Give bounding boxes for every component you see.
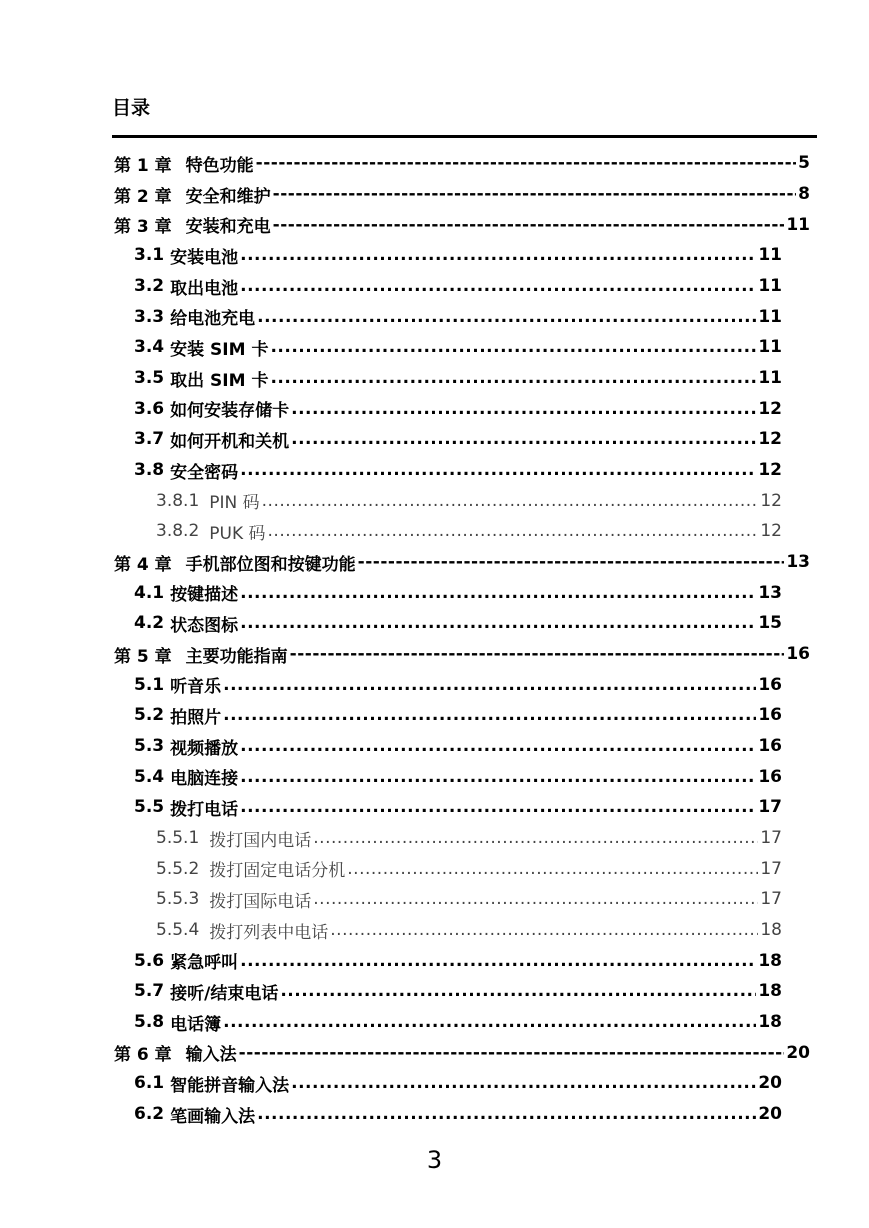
toc-entry-number: 3.8 (134, 460, 165, 481)
dot-leader (313, 828, 758, 848)
toc-entry[interactable] (0, 915, 782, 946)
toc-entry-title: 安装电池 (170, 247, 239, 268)
toc-entry-page: 11 (758, 245, 782, 266)
toc-entry-number: 5.8 (134, 1012, 165, 1033)
dot-leader (257, 307, 756, 327)
toc-entry[interactable] (0, 424, 782, 455)
toc-entry-title: 接听/结束电话 (170, 983, 279, 1004)
toc-entry[interactable] (0, 209, 810, 240)
toc-entry-title: PUK 码 (209, 523, 266, 544)
toc-entry-number: 第 6 章 (114, 1045, 172, 1066)
toc-entry-page: 15 (758, 613, 782, 634)
dot-leader (268, 521, 759, 541)
dot-leader (290, 644, 785, 664)
dot-leader (358, 552, 785, 572)
toc-entry-number: 5.6 (134, 950, 165, 971)
toc-entry[interactable] (0, 393, 782, 424)
toc-entry-number: 5.5.4 (156, 920, 200, 941)
dot-leader (291, 399, 756, 419)
toc-entry[interactable] (0, 884, 782, 915)
toc-entry-number: 第 4 章 (114, 554, 172, 575)
dot-leader (223, 1012, 756, 1032)
toc-entry-number: 3.4 (134, 337, 165, 358)
toc-entry-page: 20 (786, 1042, 810, 1063)
toc-entry-number: 6.2 (134, 1104, 165, 1125)
toc-entry-number: 3.5 (134, 368, 165, 389)
toc-entry-title: 听音乐 (170, 677, 222, 698)
toc-entry-title: 紧急呼叫 (170, 953, 239, 974)
toc-entry[interactable] (0, 148, 810, 179)
toc-entry-title: 智能拼音输入法 (170, 1075, 290, 1096)
dot-leader (291, 429, 756, 449)
toc-entry-title: 主要功能指南 (185, 646, 288, 667)
toc-entry-page: 18 (758, 950, 782, 971)
toc-entry-number: 5.5 (134, 797, 165, 818)
toc-entry-number: 3.2 (134, 276, 165, 297)
toc-entry-page: 16 (786, 644, 810, 665)
dot-leader (257, 1104, 756, 1124)
toc-entry-title: 拨打国际电话 (209, 891, 312, 912)
toc-entry-page: 12 (760, 521, 782, 542)
toc-entry-number: 3.6 (134, 398, 165, 419)
toc-entry[interactable] (0, 455, 782, 486)
toc-entry-page: 17 (760, 828, 782, 849)
toc-entry-number: 5.7 (134, 981, 165, 1002)
toc-entry-title: 电话簿 (170, 1014, 222, 1035)
toc-entry-number: 5.3 (134, 736, 165, 757)
toc-entry[interactable] (0, 1037, 810, 1068)
toc-entry-number: 第 5 章 (114, 646, 172, 667)
toc-entry-page: 12 (758, 398, 782, 419)
toc-entry-page: 12 (758, 429, 782, 450)
dot-leader (240, 245, 756, 265)
toc-entry-number: 3.3 (134, 306, 165, 327)
toc-entry[interactable] (0, 577, 782, 608)
toc-entry[interactable] (0, 301, 782, 332)
toc-entry-number: 6.1 (134, 1073, 165, 1094)
dot-leader (330, 920, 758, 940)
toc-entry-page: 11 (758, 368, 782, 389)
toc-entry-number: 3.8.1 (156, 490, 200, 511)
dot-leader (273, 215, 785, 235)
toc-entry[interactable] (0, 945, 782, 976)
toc-entry[interactable] (0, 1099, 782, 1130)
toc-entry[interactable] (0, 1068, 782, 1099)
toc-entry[interactable] (0, 363, 782, 394)
toc-entry-title: 笔画输入法 (170, 1106, 256, 1127)
toc-entry-number: 5.5.1 (156, 828, 200, 849)
toc-entry-title: 安全密码 (170, 462, 239, 483)
toc-entry[interactable] (0, 608, 782, 639)
heading-rule (112, 135, 817, 138)
toc-entry-page: 17 (760, 889, 782, 910)
toc-entry-number: 5.5.3 (156, 889, 200, 910)
dot-leader (240, 583, 756, 603)
toc-heading: 目录 (112, 97, 151, 119)
toc-entry-number: 第 3 章 (114, 217, 172, 238)
dot-leader (240, 951, 756, 971)
toc-entry-page: 11 (786, 214, 810, 235)
toc-list (0, 148, 869, 1130)
toc-entry-page: 13 (758, 582, 782, 603)
toc-entry-number: 5.4 (134, 766, 165, 787)
toc-entry-title: 如何开机和关机 (170, 431, 290, 452)
toc-entry-title: 拍照片 (170, 707, 222, 728)
toc-entry-number: 4.2 (134, 613, 165, 634)
toc-entry-title: 状态图标 (170, 615, 239, 636)
toc-entry-title: 拨打固定电话分机 (209, 861, 346, 882)
toc-entry[interactable] (0, 823, 782, 854)
toc-entry-page: 11 (758, 276, 782, 297)
toc-entry[interactable] (0, 669, 782, 700)
dot-leader (240, 613, 756, 633)
dot-leader (270, 337, 756, 357)
toc-entry[interactable] (0, 271, 782, 302)
toc-entry-number: 5.2 (134, 705, 165, 726)
dot-leader (273, 184, 796, 204)
toc-entry-page: 18 (758, 1012, 782, 1033)
toc-entry-page: 17 (760, 858, 782, 879)
dot-leader (240, 276, 756, 296)
toc-entry-page: 12 (760, 490, 782, 511)
toc-entry[interactable] (0, 332, 782, 363)
toc-entry[interactable] (0, 240, 782, 271)
toc-entry-title: 取出 SIM 卡 (170, 370, 269, 391)
toc-entry[interactable] (0, 761, 782, 792)
dot-leader (239, 1043, 785, 1063)
dot-leader (240, 767, 756, 787)
toc-entry-page: 11 (758, 306, 782, 327)
toc-entry[interactable] (0, 516, 782, 547)
toc-entry-page: 18 (758, 981, 782, 1002)
toc-entry-page: 5 (798, 153, 810, 174)
dot-leader (256, 153, 796, 173)
dot-leader (240, 460, 756, 480)
toc-entry-page: 20 (758, 1104, 782, 1125)
toc-entry-title: 取出电池 (170, 278, 239, 299)
toc-entry-number: 第 2 章 (114, 186, 172, 207)
toc-entry[interactable] (0, 179, 810, 210)
dot-leader (347, 859, 758, 879)
toc-entry-page: 17 (758, 797, 782, 818)
toc-entry-page: 16 (758, 736, 782, 757)
toc-entry-page: 12 (758, 460, 782, 481)
dot-leader (270, 368, 756, 388)
dot-leader (313, 889, 758, 909)
dot-leader (291, 1073, 756, 1093)
dot-leader (262, 491, 759, 511)
toc-entry-page: 20 (758, 1073, 782, 1094)
toc-entry[interactable] (0, 853, 782, 884)
toc-entry-title: 拨打电话 (170, 799, 239, 820)
toc-entry-page: 8 (798, 184, 810, 204)
toc-entry-number: 3.1 (134, 245, 165, 266)
toc-entry-title: 特色功能 (185, 155, 254, 176)
toc-entry[interactable] (0, 639, 810, 670)
toc-entry-number: 4.1 (134, 582, 165, 603)
toc-entry-title: 如何安装存储卡 (170, 401, 290, 422)
dot-leader (240, 736, 756, 756)
toc-entry[interactable] (0, 731, 782, 762)
toc-entry[interactable] (0, 1007, 782, 1038)
dot-leader (280, 981, 756, 1001)
toc-entry-title: 安装和充电 (185, 217, 271, 238)
toc-entry-page: 16 (758, 705, 782, 726)
toc-entry-title: 安全和维护 (185, 186, 271, 207)
dot-leader (240, 797, 756, 817)
toc-entry[interactable] (0, 792, 782, 823)
toc-entry-page: 18 (760, 920, 782, 941)
toc-entry-page: 16 (758, 674, 782, 695)
toc-entry[interactable] (0, 700, 782, 731)
toc-entry-page: 11 (758, 337, 782, 358)
toc-entry[interactable] (0, 547, 810, 578)
footer-page-number: 3 (426, 1146, 443, 1174)
toc-entry-title: 安装 SIM 卡 (170, 339, 269, 360)
toc-entry-title: 视频播放 (170, 738, 239, 759)
toc-entry-number: 5.1 (134, 674, 165, 695)
toc-entry[interactable] (0, 976, 782, 1007)
toc-entry-number: 3.7 (134, 429, 165, 450)
toc-entry-title: 给电池充电 (170, 309, 256, 330)
toc-entry-title: 拨打列表中电话 (209, 922, 329, 943)
toc-entry-title: 手机部位图和按键功能 (185, 554, 356, 575)
toc-entry-number: 5.5.2 (156, 858, 200, 879)
toc-entry-title: 输入法 (185, 1045, 237, 1066)
toc-entry-number: 3.8.2 (156, 521, 200, 542)
toc-entry-page: 16 (758, 766, 782, 787)
toc-entry[interactable] (0, 485, 782, 516)
dot-leader (223, 705, 756, 725)
toc-entry-title: 电脑连接 (170, 769, 239, 790)
toc-entry-title: 拨打国内电话 (209, 830, 312, 851)
toc-entry-page: 13 (786, 552, 810, 573)
toc-entry-number: 第 1 章 (114, 155, 172, 176)
toc-entry-title: 按键描述 (170, 585, 239, 606)
dot-leader (223, 675, 756, 695)
toc-entry-title: PIN 码 (209, 493, 260, 514)
